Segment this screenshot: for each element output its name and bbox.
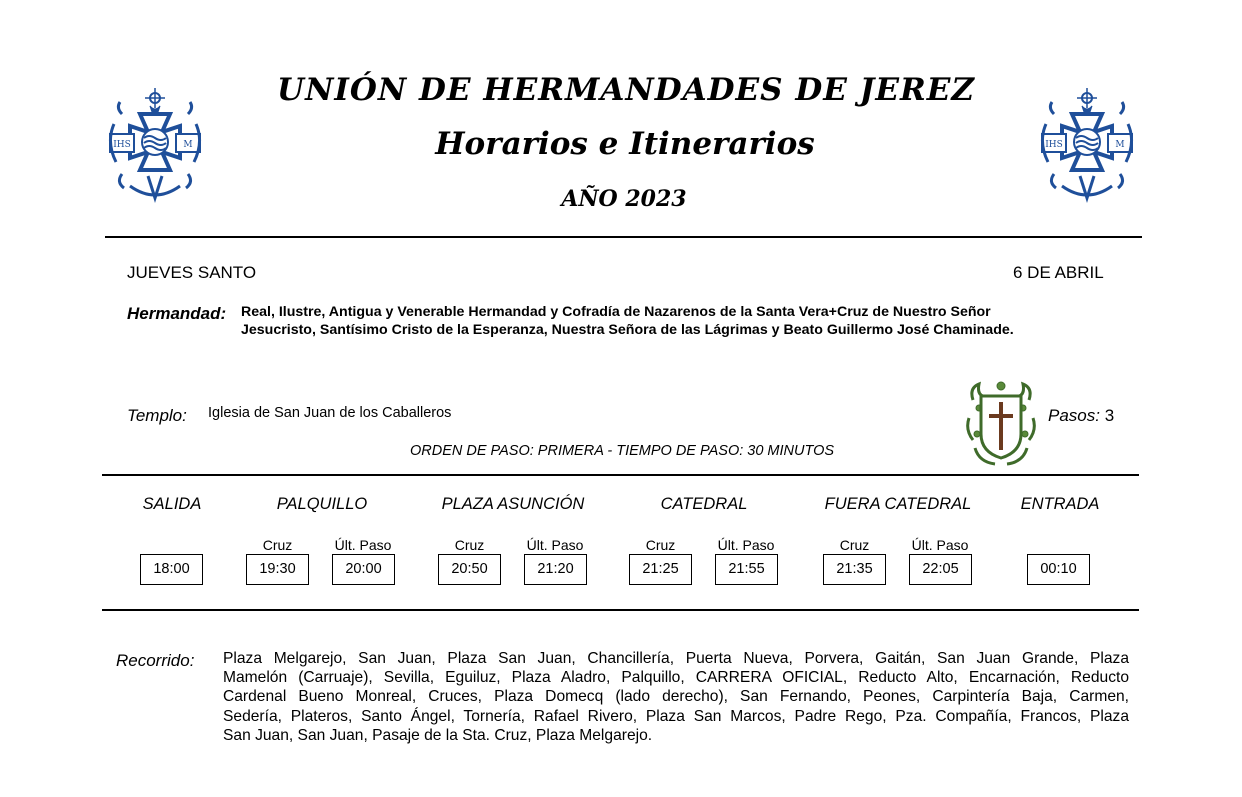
palquillo-ult-label: Últ. Paso (334, 537, 392, 553)
asuncion-ult-time: 21:20 (524, 554, 587, 585)
recorrido-line-1: Plaza Melgarejo, San Juan, Plaza San Juan, Chancillería, Puerta Nueva, Porvera, Gaitán, San Juan Grande, Plaza (223, 650, 1129, 667)
schedule-bottom-divider (102, 609, 1139, 611)
hermandad-line-2: Jesucristo, Santísimo Cristo de la Esperanza, Nuestra Señora de las Lágrimas y Beato Guillermo José Chaminade. (241, 322, 1014, 338)
palquillo-ult-time: 20:00 (332, 554, 395, 585)
salida-time: 18:00 (140, 554, 203, 585)
orden-de-paso: ORDEN DE PASO: PRIMERA - TIEMPO DE PASO: 30 MINUTOS (409, 443, 835, 459)
recorrido-line-2: Mamelón (Carruaje), Sevilla, Eguiluz, Plaza Aladro, Palquillo, CARRERA OFICIAL, Reducto Alto, Encarnación, Reducto (223, 669, 1129, 687)
fuera-ult-label: Últ. Paso (911, 537, 969, 553)
recorrido-label: Recorrido: (116, 651, 195, 670)
salida-header: SALIDA (142, 495, 202, 513)
fuera-cruz-label: Cruz (839, 537, 870, 553)
svg-text:M: M (183, 140, 193, 150)
palquillo-cruz-time: 19:30 (246, 554, 309, 585)
fuera-catedral-header: FUERA CATEDRAL (824, 495, 972, 513)
entrada-header: ENTRADA (1020, 495, 1100, 513)
hermandad-name (241, 303, 1141, 339)
pasos-value: 3 (1104, 406, 1115, 425)
day-name: JUEVES SANTO (127, 263, 257, 282)
templo-label: Templo: (127, 406, 187, 425)
catedral-header: CATEDRAL (660, 495, 748, 513)
document-title: UNIÓN DE HERMANDADES DE JEREZ (277, 72, 975, 108)
pasos-info (1048, 406, 1114, 426)
catedral-cruz-label: Cruz (645, 537, 676, 553)
document-year: AÑO 2023 (561, 186, 687, 212)
recorrido-line-5: San Juan, San Juan, Pasaje de la Sta. Cruz, Plaza Melgarejo. (223, 726, 653, 744)
svg-text:M: M (1115, 140, 1125, 150)
asuncion-ult-label: Últ. Paso (526, 537, 584, 553)
day-date: 6 DE ABRIL (1013, 263, 1104, 282)
fuera-ult-time: 22:05 (909, 554, 972, 585)
asuncion-cruz-label: Cruz (454, 537, 485, 553)
catedral-cruz-time: 21:25 (629, 554, 692, 585)
palquillo-header: PALQUILLO (276, 495, 368, 513)
recorrido-route (223, 649, 1129, 745)
cross-shield-icon (965, 378, 1037, 468)
palquillo-cruz-label: Cruz (262, 537, 293, 553)
fuera-cruz-time: 21:35 (823, 554, 886, 585)
header-divider (105, 236, 1142, 238)
catedral-ult-time: 21:55 (715, 554, 778, 585)
document-subtitle: Horarios e Itinerarios (435, 126, 815, 162)
templo-value: Iglesia de San Juan de los Caballeros (208, 405, 452, 421)
pasos-label: Pasos: (1048, 406, 1100, 425)
hermandad-line-1: Real, Ilustre, Antigua y Venerable Hermandad y Cofradía de Nazarenos de la Santa Vera+Cruz de Nuestro Señor (241, 304, 991, 320)
recorrido-line-4: Sedería, Plateros, Santo Ángel, Tornería, Rafael Rivero, Plaza San Marcos, Padre Rego, Pza. Compañía, Francos, Plaza (223, 707, 1129, 725)
hermandad-label: Hermandad: (127, 304, 227, 323)
catedral-ult-label: Últ. Paso (717, 537, 775, 553)
svg-text:IHS: IHS (113, 140, 131, 150)
plaza-asuncion-header: PLAZA ASUNCIÓN (441, 495, 585, 513)
svg-text:IHS: IHS (1045, 140, 1063, 150)
recorrido-line-3: Cardenal Bueno Monreal, Cruces, Plaza Domecq (lado derecho), San Fernando, Peones, Carpintería Baja, Carmen, (223, 688, 1129, 706)
schedule-top-divider (102, 474, 1139, 476)
asuncion-cruz-time: 20:50 (438, 554, 501, 585)
entrada-time: 00:10 (1027, 554, 1090, 585)
